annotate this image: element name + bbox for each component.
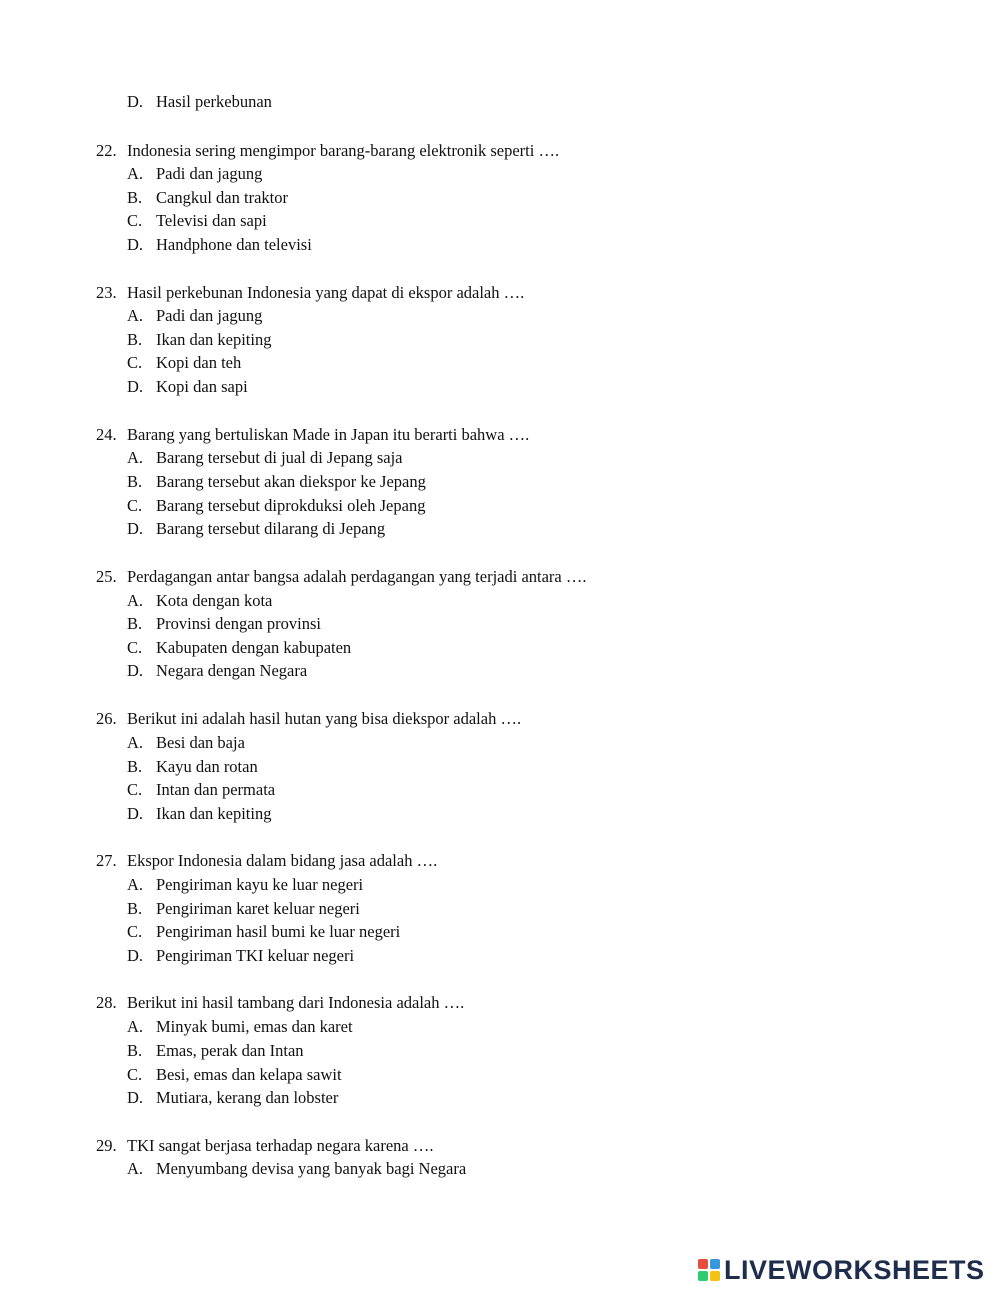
- option-letter: B.: [127, 188, 143, 207]
- option-letter: A.: [127, 306, 144, 325]
- question-number: 27.: [96, 851, 117, 870]
- option-letter: A.: [127, 875, 144, 894]
- logo-block: [698, 1271, 708, 1281]
- option-letter: D.: [127, 519, 144, 538]
- option-letter: C.: [127, 638, 143, 657]
- option-letter: A.: [127, 1159, 144, 1178]
- option-text: Minyak bumi, emas dan karet: [156, 1017, 353, 1036]
- question-text: TKI sangat berjasa terhadap negara karena ….: [127, 1136, 434, 1155]
- question-number: 28.: [96, 993, 117, 1012]
- option-letter: D.: [127, 661, 144, 680]
- option-text: Negara dengan Negara: [156, 661, 308, 680]
- option-text: Intan dan permata: [156, 780, 276, 799]
- option-letter: B.: [127, 757, 143, 776]
- option-letter: C.: [127, 211, 143, 230]
- option-letter: A.: [127, 733, 144, 752]
- logo-block: [710, 1259, 720, 1269]
- option-letter: D.: [127, 1088, 144, 1107]
- option-letter: D.: [127, 804, 144, 823]
- option-letter: B.: [127, 899, 143, 918]
- option-text: Emas, perak dan Intan: [156, 1041, 304, 1060]
- option-text: Provinsi dengan provinsi: [156, 614, 321, 633]
- option-text: Hasil perkebunan: [156, 92, 272, 111]
- option-text: Mutiara, kerang dan lobster: [156, 1088, 339, 1107]
- logo-block: [710, 1271, 720, 1281]
- question-text: Berikut ini adalah hasil hutan yang bisa diekspor adalah ….: [127, 709, 522, 728]
- option-text: Besi, emas dan kelapa sawit: [156, 1065, 342, 1084]
- option-letter: A.: [127, 1017, 144, 1036]
- option-text: Pengiriman hasil bumi ke luar negeri: [156, 922, 401, 941]
- logo-text: LIVEWORKSHEETS: [724, 1255, 985, 1285]
- option-letter: C.: [127, 496, 143, 515]
- option-text: Kabupaten dengan kabupaten: [156, 638, 352, 657]
- option-letter: D.: [127, 377, 144, 396]
- option-text: Pengiriman kayu ke luar negeri: [156, 875, 364, 894]
- option-text: Cangkul dan traktor: [156, 188, 288, 207]
- option-text: Kopi dan teh: [156, 353, 242, 372]
- logo-blocks-icon: [698, 1259, 720, 1281]
- option-text: Pengiriman karet keluar negeri: [156, 899, 360, 918]
- question-text: Barang yang bertuliskan Made in Japan itu berarti bahwa ….: [127, 425, 530, 444]
- option-text: Barang tersebut akan diekspor ke Jepang: [156, 472, 426, 491]
- question-number: 25.: [96, 567, 117, 586]
- option-letter: C.: [127, 922, 143, 941]
- option-text: Padi dan jagung: [156, 306, 263, 325]
- logo-block: [698, 1259, 708, 1269]
- option-letter: B.: [127, 1041, 143, 1060]
- question-text: Berikut ini hasil tambang dari Indonesia adalah ….: [127, 993, 465, 1012]
- liveworksheets-logo: [698, 1253, 994, 1287]
- option-text: Kota dengan kota: [156, 591, 273, 610]
- option-text: Kayu dan rotan: [156, 757, 258, 776]
- option-text: Pengiriman TKI keluar negeri: [156, 946, 355, 965]
- option-text: Ikan dan kepiting: [156, 330, 272, 349]
- question-number: 24.: [96, 425, 117, 444]
- option-letter: D.: [127, 946, 144, 965]
- option-text: Barang tersebut di jual di Jepang saja: [156, 448, 403, 467]
- option-text: Padi dan jagung: [156, 164, 263, 183]
- question-number: 29.: [96, 1136, 117, 1155]
- question-text: Indonesia sering mengimpor barang-barang elektronik seperti ….: [127, 141, 560, 160]
- option-text: Televisi dan sapi: [156, 211, 267, 230]
- option-text: Ikan dan kepiting: [156, 804, 272, 823]
- option-letter: A.: [127, 591, 144, 610]
- question-number: 26.: [96, 709, 117, 728]
- question-number: 23.: [96, 283, 117, 302]
- option-letter: D.: [127, 235, 144, 254]
- option-letter: B.: [127, 472, 143, 491]
- question-number: 22.: [96, 141, 117, 160]
- question-text: Hasil perkebunan Indonesia yang dapat di ekspor adalah ….: [127, 283, 525, 302]
- question-text: Perdagangan antar bangsa adalah perdagangan yang terjadi antara ….: [127, 567, 587, 586]
- option-letter: C.: [127, 780, 143, 799]
- question-text: Ekspor Indonesia dalam bidang jasa adalah ….: [127, 851, 438, 870]
- option-text: Menyumbang devisa yang banyak bagi Negara: [156, 1159, 467, 1178]
- option-text: Besi dan baja: [156, 733, 245, 752]
- option-text: Kopi dan sapi: [156, 377, 248, 396]
- option-text: Handphone dan televisi: [156, 235, 312, 254]
- option-letter: B.: [127, 330, 143, 349]
- option-letter: A.: [127, 164, 144, 183]
- option-text: Barang tersebut dilarang di Jepang: [156, 519, 386, 538]
- option-letter: A.: [127, 448, 144, 467]
- option-letter: D.: [127, 92, 144, 111]
- option-letter: B.: [127, 614, 143, 633]
- option-letter: C.: [127, 1065, 143, 1084]
- option-text: Barang tersebut diprokduksi oleh Jepang: [156, 496, 426, 515]
- option-letter: C.: [127, 353, 143, 372]
